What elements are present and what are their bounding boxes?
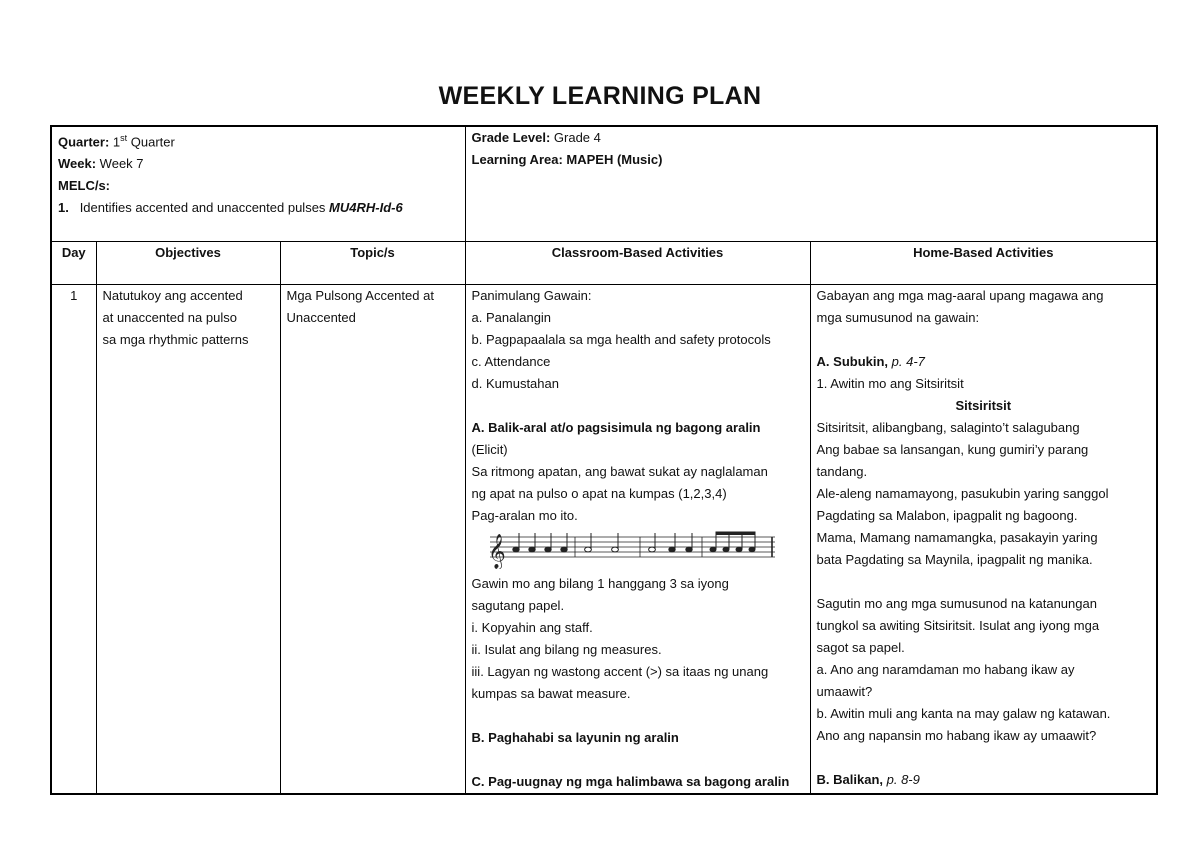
- home-cell: [810, 285, 1157, 795]
- svg-text:𝄞: 𝄞: [487, 535, 506, 568]
- text-line: tandang.: [816, 464, 868, 479]
- week-line: [58, 153, 459, 175]
- text-line: Sitsiritsit, alibangbang, salaginto’t salagubang: [816, 420, 1080, 435]
- page-title: WEEKLY LEARNING PLAN: [438, 82, 762, 110]
- text-line: Panimulang Gawain:: [471, 288, 592, 303]
- text-line: Learning Area: MAPEH (Music): [471, 152, 663, 167]
- grade-area-cell: [465, 126, 1157, 242]
- text-line: (Elicit): [471, 442, 508, 457]
- text-line: MELC/s:: [58, 178, 110, 194]
- text-line: mga sumusunod na gawain:: [816, 310, 980, 325]
- text-line: a. Panalangin: [471, 310, 552, 325]
- text-line: Ang babae sa lansangan, kung gumiri’y parang: [816, 442, 1089, 457]
- text-line: B. Balikan,: [816, 772, 887, 787]
- text-line: Quarter:: [58, 134, 110, 150]
- text-line: Ano ang napansin mo habang ikaw ay umaawit?: [816, 728, 1097, 743]
- text-line: Identifies accented and unaccented pulses: [79, 200, 330, 216]
- col-home: Home-Based Activities: [810, 242, 1157, 285]
- day-row: [51, 285, 1157, 795]
- text-line: Sagutin mo ang mga sumusunod na katanungan: [816, 596, 1097, 611]
- quarter-week-melc-cell: [51, 126, 465, 242]
- text-line: Mama, Mamang namamangka, pasakayin yaring: [816, 530, 1098, 545]
- text-line: st: [120, 133, 128, 143]
- text-line: Week 7: [96, 156, 144, 172]
- text-line: Gabayan ang mga mag-aaral upang magawa ang: [816, 288, 1104, 303]
- text-line: 1.: [58, 200, 69, 216]
- text-line: Natutukoy ang accented: [102, 288, 243, 303]
- text-line: 1: [112, 134, 121, 150]
- area-line: [472, 149, 1151, 171]
- text-line: 1. Awitin mo ang Sitsiritsit: [816, 376, 964, 391]
- section-a-heading: A. Balik-aral at/o pagsisimula ng bagong aralin: [471, 420, 761, 435]
- text-line: Quarter: [127, 134, 175, 150]
- classroom-cell: [465, 285, 810, 795]
- col-objectives: Objectives: [96, 242, 280, 285]
- text-line: Ale-aleng namamayong, pasukubin yaring sanggol: [816, 486, 1109, 501]
- quarter-line: [58, 127, 459, 153]
- melc-item: [58, 197, 459, 219]
- text-line: sagot sa papel.: [816, 640, 905, 655]
- col-topics: Topic/s: [280, 242, 465, 285]
- text-line: A. Subukin,: [816, 354, 892, 369]
- text-line: MU4RH-Id-6: [329, 200, 403, 216]
- text-line: at unaccented na pulso: [102, 310, 237, 325]
- song-title: Sitsiritsit: [955, 398, 1012, 413]
- melc-label: [58, 175, 459, 197]
- text-line: p. 8-9: [886, 772, 920, 787]
- text-line: Mga Pulsong Accented at: [286, 288, 434, 303]
- text-line: b. Awitin muli ang kanta na may galaw ng katawan.: [816, 706, 1111, 721]
- balikan-line: [817, 769, 1151, 791]
- text-line: p. 4-7: [891, 354, 925, 369]
- col-day: Day: [51, 242, 96, 285]
- text-line: Grade Level:: [471, 130, 551, 145]
- col-classroom: Classroom-Based Activities: [465, 242, 810, 285]
- text-line: c. Attendance: [471, 354, 551, 369]
- text-line: Grade 4: [550, 130, 601, 145]
- text-line: Pag-aralan mo ito.: [471, 508, 578, 523]
- text-line: Week:: [58, 156, 97, 172]
- text-line: iii. Lagyan ng wastong accent (>) sa itaas ng unang: [471, 664, 769, 679]
- rhythm-staff-image: [480, 529, 780, 569]
- day-cell: 1: [51, 285, 96, 795]
- text-line: sa mga rhythmic patterns: [102, 332, 249, 347]
- text-line: Unaccented: [286, 310, 356, 325]
- column-header-row: [51, 242, 1157, 285]
- text-line: bata Pagdating sa Maynila, ipagpalit ng manika.: [816, 552, 1093, 567]
- text-line: kumpas sa bawat measure.: [471, 686, 631, 701]
- text-line: Gawin mo ang bilang 1 hanggang 3 sa iyong: [471, 576, 729, 591]
- section-b-heading: B. Paghahabi sa layunin ng aralin: [471, 730, 679, 745]
- text-line: sagutang papel.: [471, 598, 565, 613]
- text-line: b. Pagpapaalala sa mga health and safety protocols: [471, 332, 771, 347]
- text-line: ii. Isulat ang bilang ng measures.: [471, 642, 662, 657]
- text-line: Sa ritmong apatan, ang bawat sukat ay naglalaman: [471, 464, 768, 479]
- text-line: tungkol sa awiting Sitsiritsit. Isulat ang iyong mga: [816, 618, 1100, 633]
- learning-plan-table: [50, 125, 1158, 795]
- text-line: d. Kumustahan: [471, 376, 559, 391]
- subukin-line: [817, 351, 1151, 373]
- text-line: ng apat na pulso o apat na kumpas (1,2,3,4): [471, 486, 727, 501]
- objectives-cell: [96, 285, 280, 795]
- text-line: umaawit?: [816, 684, 873, 699]
- topics-cell: [280, 285, 465, 795]
- plan-header-row: [51, 126, 1157, 242]
- section-c-heading: C. Pag-uugnay ng mga halimbawa sa bagong aralin: [471, 774, 790, 789]
- text-line: Pagdating sa Malabon, ipagpalit ng bagoong.: [816, 508, 1078, 523]
- text-line: a. Ano ang naramdaman mo habang ikaw ay: [816, 662, 1075, 677]
- grade-line: [472, 127, 1151, 149]
- text-line: i. Kopyahin ang staff.: [471, 620, 593, 635]
